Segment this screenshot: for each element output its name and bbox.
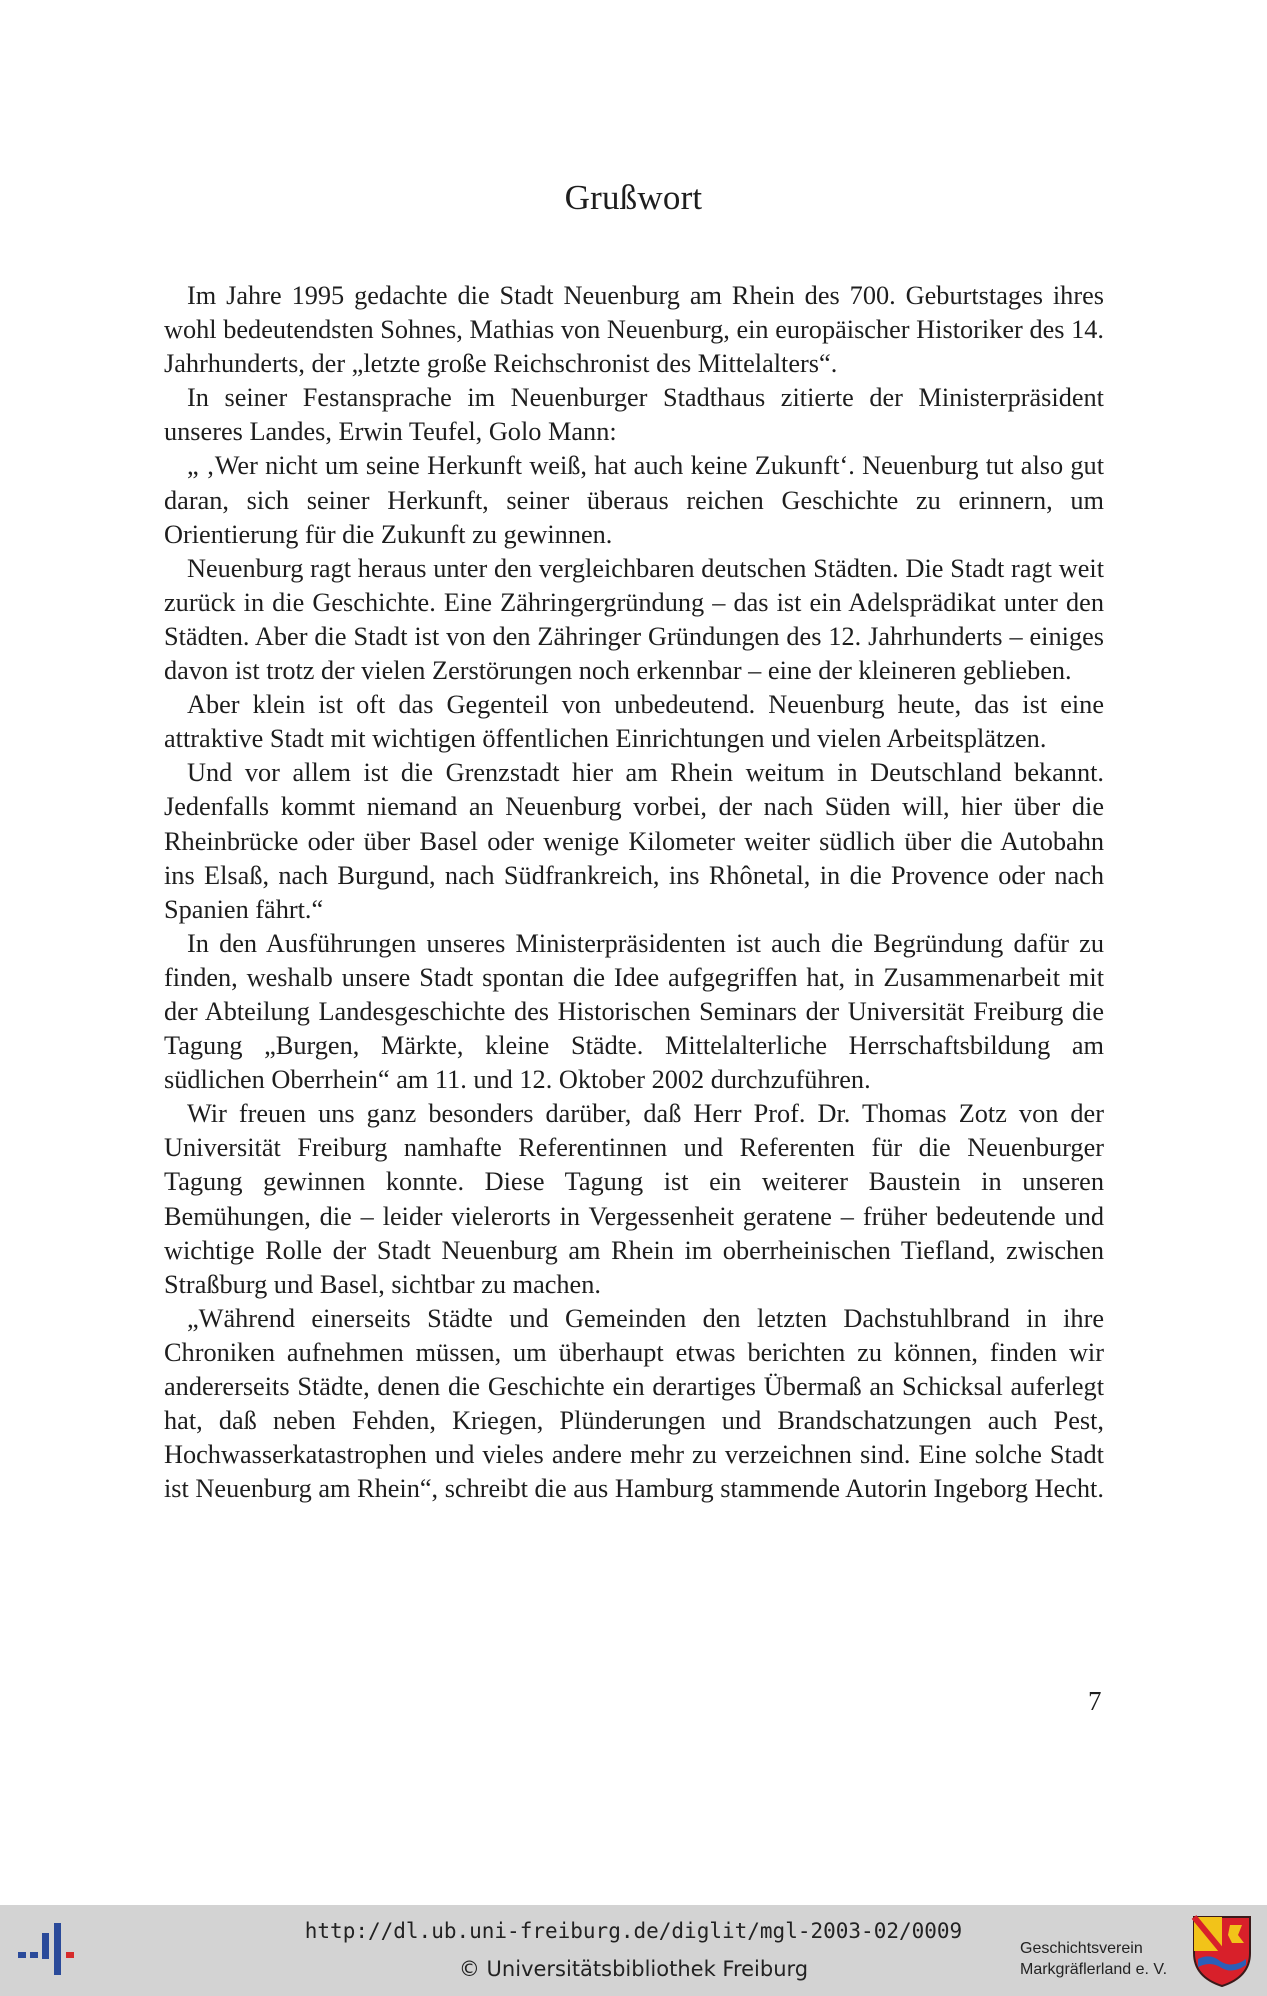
body-text bbox=[164, 279, 1104, 1506]
paragraph: In den Ausführungen unseres Ministerpräsidenten ist auch die Begründung dafür zu finden, weshalb unsere Stadt spontan die Idee aufgegriffen hat, in Zusammenarbeit mit der Abteilung Landesgeschichte des Historischen Seminars der Universität Freiburg die Tagung „Burgen, Märkte, kleine Städte. Mittelalterliche Herrschaftsbildung am südlichen Oberrhein“ am 11. und 12. Oktober 2002 durchzuführen. bbox=[164, 928, 1104, 1095]
copyright-text: © Universitätsbibliothek Freiburg bbox=[458, 1957, 809, 1981]
paragraph: In seiner Festansprache im Neuenburger Stadthaus zitierte der Ministerpräsident unseres Landes, Erwin Teufel, Golo Mann: bbox=[164, 383, 1104, 447]
society-name-line: Geschichtsverein bbox=[1020, 1940, 1143, 1957]
page-number: 7 bbox=[1088, 1686, 1102, 1716]
paragraph: Und vor allem ist die Grenzstadt hier am Rhein weitum in Deutschland bekannt. Jedenfalls kommt niemand an Neuenburg vorbei, der nach Süden will, hier über die Rheinbrücke oder über Basel oder wenige Kilometer weiter südlich über die Autobahn ins Elsaß, nach Burgund, nach Südfrankreich, ins Rhônetal, in die Provence oder nach Spanien fährt.“ bbox=[164, 758, 1104, 924]
coat-of-arms-icon bbox=[1190, 1913, 1254, 1989]
paragraph: Im Jahre 1995 gedachte die Stadt Neuenburg am Rhein des 700. Geburtstages ihres wohl bedeutendsten Sohnes, Mathias von Neuenburg, ein europäischer Historiker des 14. Jahrhunderts, der „letzte große Reichschronist des Mittelalters“. bbox=[164, 281, 1104, 379]
paragraph: Aber klein ist oft das Gegenteil von unbedeutend. Neuenburg heute, das ist eine attraktive Stadt mit wichtigen öffentlichen Einrichtungen und vielen Arbeitsplätzen. bbox=[164, 690, 1104, 754]
viewer-footer bbox=[0, 1905, 1267, 1996]
society-name bbox=[1020, 1938, 1167, 1980]
page-title: Grußwort bbox=[564, 178, 703, 217]
society-name-line: Markgräflerland e. V. bbox=[1020, 1961, 1168, 1978]
paragraph: Neuenburg ragt heraus unter den vergleichbaren deutschen Städten. Die Stadt ragt weit zurück in die Geschichte. Eine Zähringergründung – das ist ein Adelsprädikat unter den Städten. Aber die Stadt ist von den Zähringer Gründungen des 12. Jahrhunderts – einiges davon ist trotz der vielen Zerstörungen noch erkennbar – eine der kleineren geblieben. bbox=[164, 553, 1104, 686]
paragraph: „Während einerseits Städte und Gemeinden den letzten Dachstuhlbrand in ihre Chroniken aufnehmen müssen, um überhaupt etwas berichten zu können, finden wir andererseits Städte, denen die Geschichte ein derartiges Übermaß an Schicksal auferlegt hat, daß neben Fehden, Kriegen, Plünderungen und Brandschatzungen auch Pest, Hochwasserkatastrophen und vieles andere mehr zu verzeichnen sind. Eine solche Stadt ist Neuenburg am Rhein“, schreibt die aus Hamburg stammende Autorin Ingeborg Hecht. bbox=[164, 1303, 1104, 1504]
document-url-link[interactable]: http://dl.ub.uni-freiburg.de/diglit/mgl-2003-02/0009 bbox=[304, 1919, 963, 1943]
paragraph: Wir freuen uns ganz besonders darüber, daß Herr Prof. Dr. Thomas Zotz von der Universität Freiburg namhafte Referentinnen und Referenten für die Neuenburger Tagung gewinnen konnte. Diese Tagung ist ein weiterer Baustein in unseren Bemühungen, die – leider vielerorts in Vergessenheit geratene – früher bedeutende und wichtige Rolle der Stadt Neuenburg am Rhein im oberrheinischen Tiefland, zwischen Straßburg und Basel, sichtbar zu machen. bbox=[164, 1099, 1104, 1299]
paragraph: „ ‚Wer nicht um seine Herkunft weiß, hat auch keine Zukunft‘. Neuenburg tut also gut daran, sich seiner Herkunft, seiner überaus reichen Geschichte zu erinnern, um Orientierung für die Zukunft zu gewinnen. bbox=[164, 451, 1104, 549]
